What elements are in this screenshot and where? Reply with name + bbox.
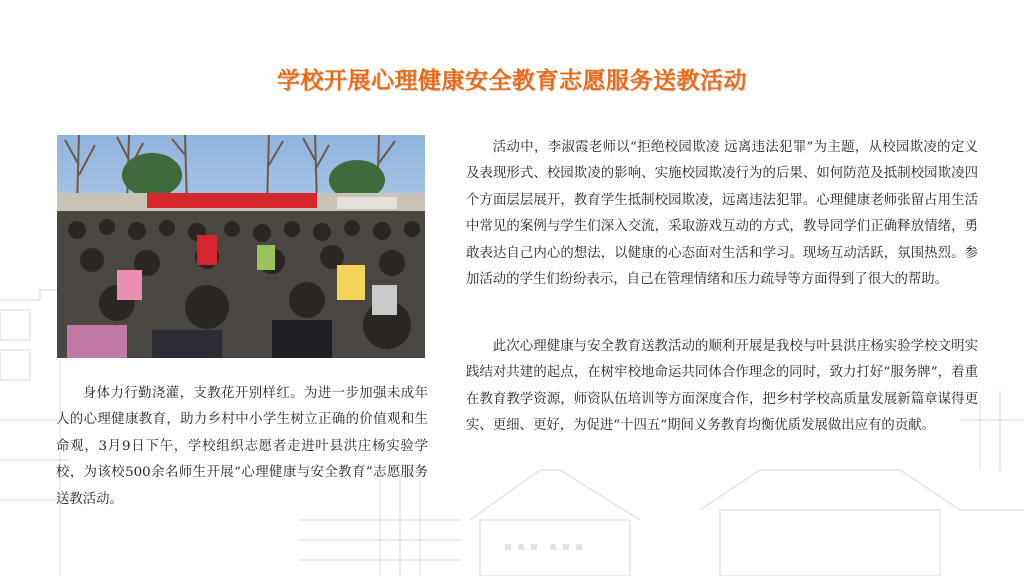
- event-photo: [57, 135, 425, 358]
- page-title: 学校开展心理健康安全教育志愿服务送教活动: [277, 68, 747, 94]
- right-paragraph-1: 活动中，李淑霞老师以“拒绝校园欺凌 远离违法犯罪”为主题，从校园欺凌的定义及表现形式、校园欺凌的影响、实施校园欺凌行为的后果、如何防范及抵制校园欺凌四个方面层层展开，教育学生抵制校园欺凌，远离违法犯罪。心理健康老师张留占用生活中常见的案例与学生们深入交流，采取游戏互动的方式，教导同学们正确释放情绪，勇敢表达自己内心的想法，以健康的心态面对生活和学习。现场互动活跃，氛围热烈。参加活动的学生们纷纷表示，自己在管理情绪和压力疏导等方面得到了很大的帮助。: [466, 140, 978, 288]
- right-paragraph-2: 此次心理健康与安全教育送教活动的顺利开展是我校与叶县洪庄杨实验学校文明实践结对共建的起点，在树牢校地命运共同体合作理念的同时，致力打好“服务牌”，着重在教育教学资源，师资队伍培训等方面深度合作，把乡村学校高质量发展新篇章谋得更实、更细、更好，为促进“十四五”期间义务教育均衡优质发展做出应有的贡献。: [466, 339, 978, 434]
- left-paragraph: 身体力行勤浇灌，支教花开别样红。为进一步加强未成年人的心理健康教育，助力乡村中小学生树立正确的价值观和生命观，3月9日下午，学校组织志愿者走进叶县洪庄杨实验学校，为该校500余名师生开展“心理健康与安全教育”志愿服务送教活动。: [56, 386, 428, 507]
